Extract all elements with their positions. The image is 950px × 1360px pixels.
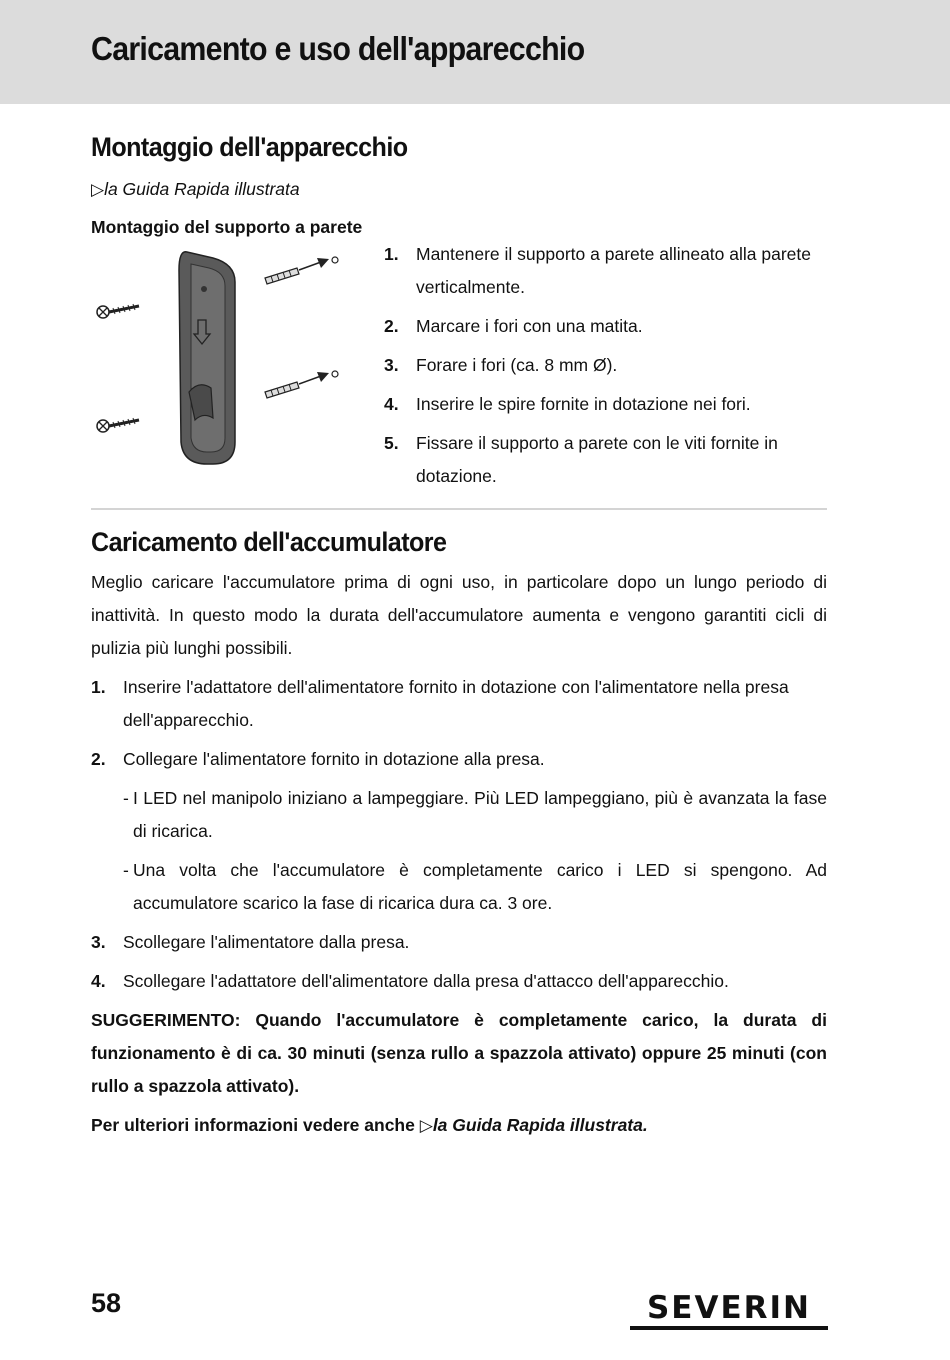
sub-item-text: Una volta che l'accumulatore è completamente carico i LED si spengono. Ad accumulatore scarico la fase di ricarica dura ca. 3 ore. xyxy=(133,860,827,913)
section-heading-mounting: Montaggio dell'apparecchio xyxy=(91,132,408,162)
step-number: 1. xyxy=(384,244,399,264)
more-info-line xyxy=(91,1109,827,1142)
triangle-arrow-icon: ▷ xyxy=(419,1116,433,1135)
step-number: 2. xyxy=(91,749,106,769)
more-info-reference: la Guida Rapida illustrata. xyxy=(432,1115,648,1135)
tip-paragraph: SUGGERIMENTO: Quando l'accumulatore è completamente carico, la durata di funzionamento è di ca. 30 minuti (senza rullo a spazzola attivato) oppure 25 minuti (con rullo a spazzola attivato). xyxy=(91,1010,827,1096)
list-item xyxy=(91,926,827,959)
step-number: 4. xyxy=(384,394,399,414)
list-item xyxy=(91,743,827,776)
dash-bullet: - xyxy=(123,860,129,880)
step-text: Forare i fori (ca. 8 mm Ø). xyxy=(416,355,618,375)
page-content xyxy=(91,125,827,1142)
step-text: Scollegare l'alimentatore dalla presa. xyxy=(123,932,410,952)
charging-steps-list-cont xyxy=(91,926,827,998)
guide-reference-text: la Guida Rapida illustrata xyxy=(104,179,300,199)
dowel-top-right xyxy=(265,257,338,284)
step-number: 1. xyxy=(91,677,106,697)
list-item xyxy=(384,388,827,421)
dowel-bottom-right xyxy=(265,371,338,398)
step-number: 5. xyxy=(384,433,399,453)
brand-logo: SEVERIN xyxy=(630,1290,828,1330)
list-item xyxy=(384,349,827,382)
guide-reference xyxy=(91,169,827,210)
step-text: Scollegare l'adattatore dell'alimentatore dalla presa d'attacco dell'apparecchio. xyxy=(123,971,729,991)
step-text: Marcare i fori con una matita. xyxy=(416,316,643,336)
subheading-wall-bracket: Montaggio del supporto a parete xyxy=(91,217,363,237)
sub-item xyxy=(123,854,827,920)
page-number: 58 xyxy=(91,1288,122,1318)
list-item xyxy=(91,671,827,737)
section-divider xyxy=(91,508,827,510)
list-item xyxy=(384,427,827,493)
dash-bullet: - xyxy=(123,788,129,808)
section-heading-charging: Caricamento dell'accumulatore xyxy=(91,527,447,557)
charging-steps-list xyxy=(91,671,827,776)
more-info-prefix: Per ulteriori informazioni vedere anche xyxy=(91,1115,415,1135)
wall-bracket-illustration xyxy=(91,242,351,472)
list-item xyxy=(384,310,827,343)
sub-item xyxy=(123,782,827,848)
step-number: 3. xyxy=(384,355,399,375)
step-text: Mantenere il supporto a parete allineato alla parete verticalmente. xyxy=(416,244,811,297)
step-text: Inserire le spire fornite in dotazione nei fori. xyxy=(416,394,751,414)
page-title: Caricamento e uso dell'apparecchio xyxy=(91,30,585,67)
bracket-hole-top xyxy=(201,286,207,292)
screw-bottom-left xyxy=(97,418,139,432)
list-item xyxy=(384,238,827,304)
bracket-face xyxy=(191,264,225,452)
step-number: 2. xyxy=(384,316,399,336)
triangle-arrow-icon: ▷ xyxy=(91,180,105,199)
mounting-steps-list xyxy=(384,238,827,499)
step-number: 3. xyxy=(91,932,106,952)
mounting-row xyxy=(91,242,827,500)
step-text: Inserire l'adattatore dell'alimentatore fornito in dotazione con l'alimentatore nella presa dell'apparecchio. xyxy=(123,677,789,730)
charging-intro: Meglio caricare l'accumulatore prima di ogni uso, in particolare dopo un lungo periodo di inattività. In questo modo la durata dell'accumulatore aumenta e vengono garantiti cicli di pulizia più lunghi possibili. xyxy=(91,572,827,658)
sub-item-text: I LED nel manipolo iniziano a lampeggiare. Più LED lampeggiano, più è avanzata la fase di ricarica. xyxy=(133,788,827,841)
list-item xyxy=(91,965,827,998)
step-text: Collegare l'alimentatore fornito in dotazione alla presa. xyxy=(123,749,545,769)
step-number: 4. xyxy=(91,971,106,991)
screw-top-left xyxy=(97,304,139,318)
step-text: Fissare il supporto a parete con le viti fornite in dotazione. xyxy=(416,433,778,486)
